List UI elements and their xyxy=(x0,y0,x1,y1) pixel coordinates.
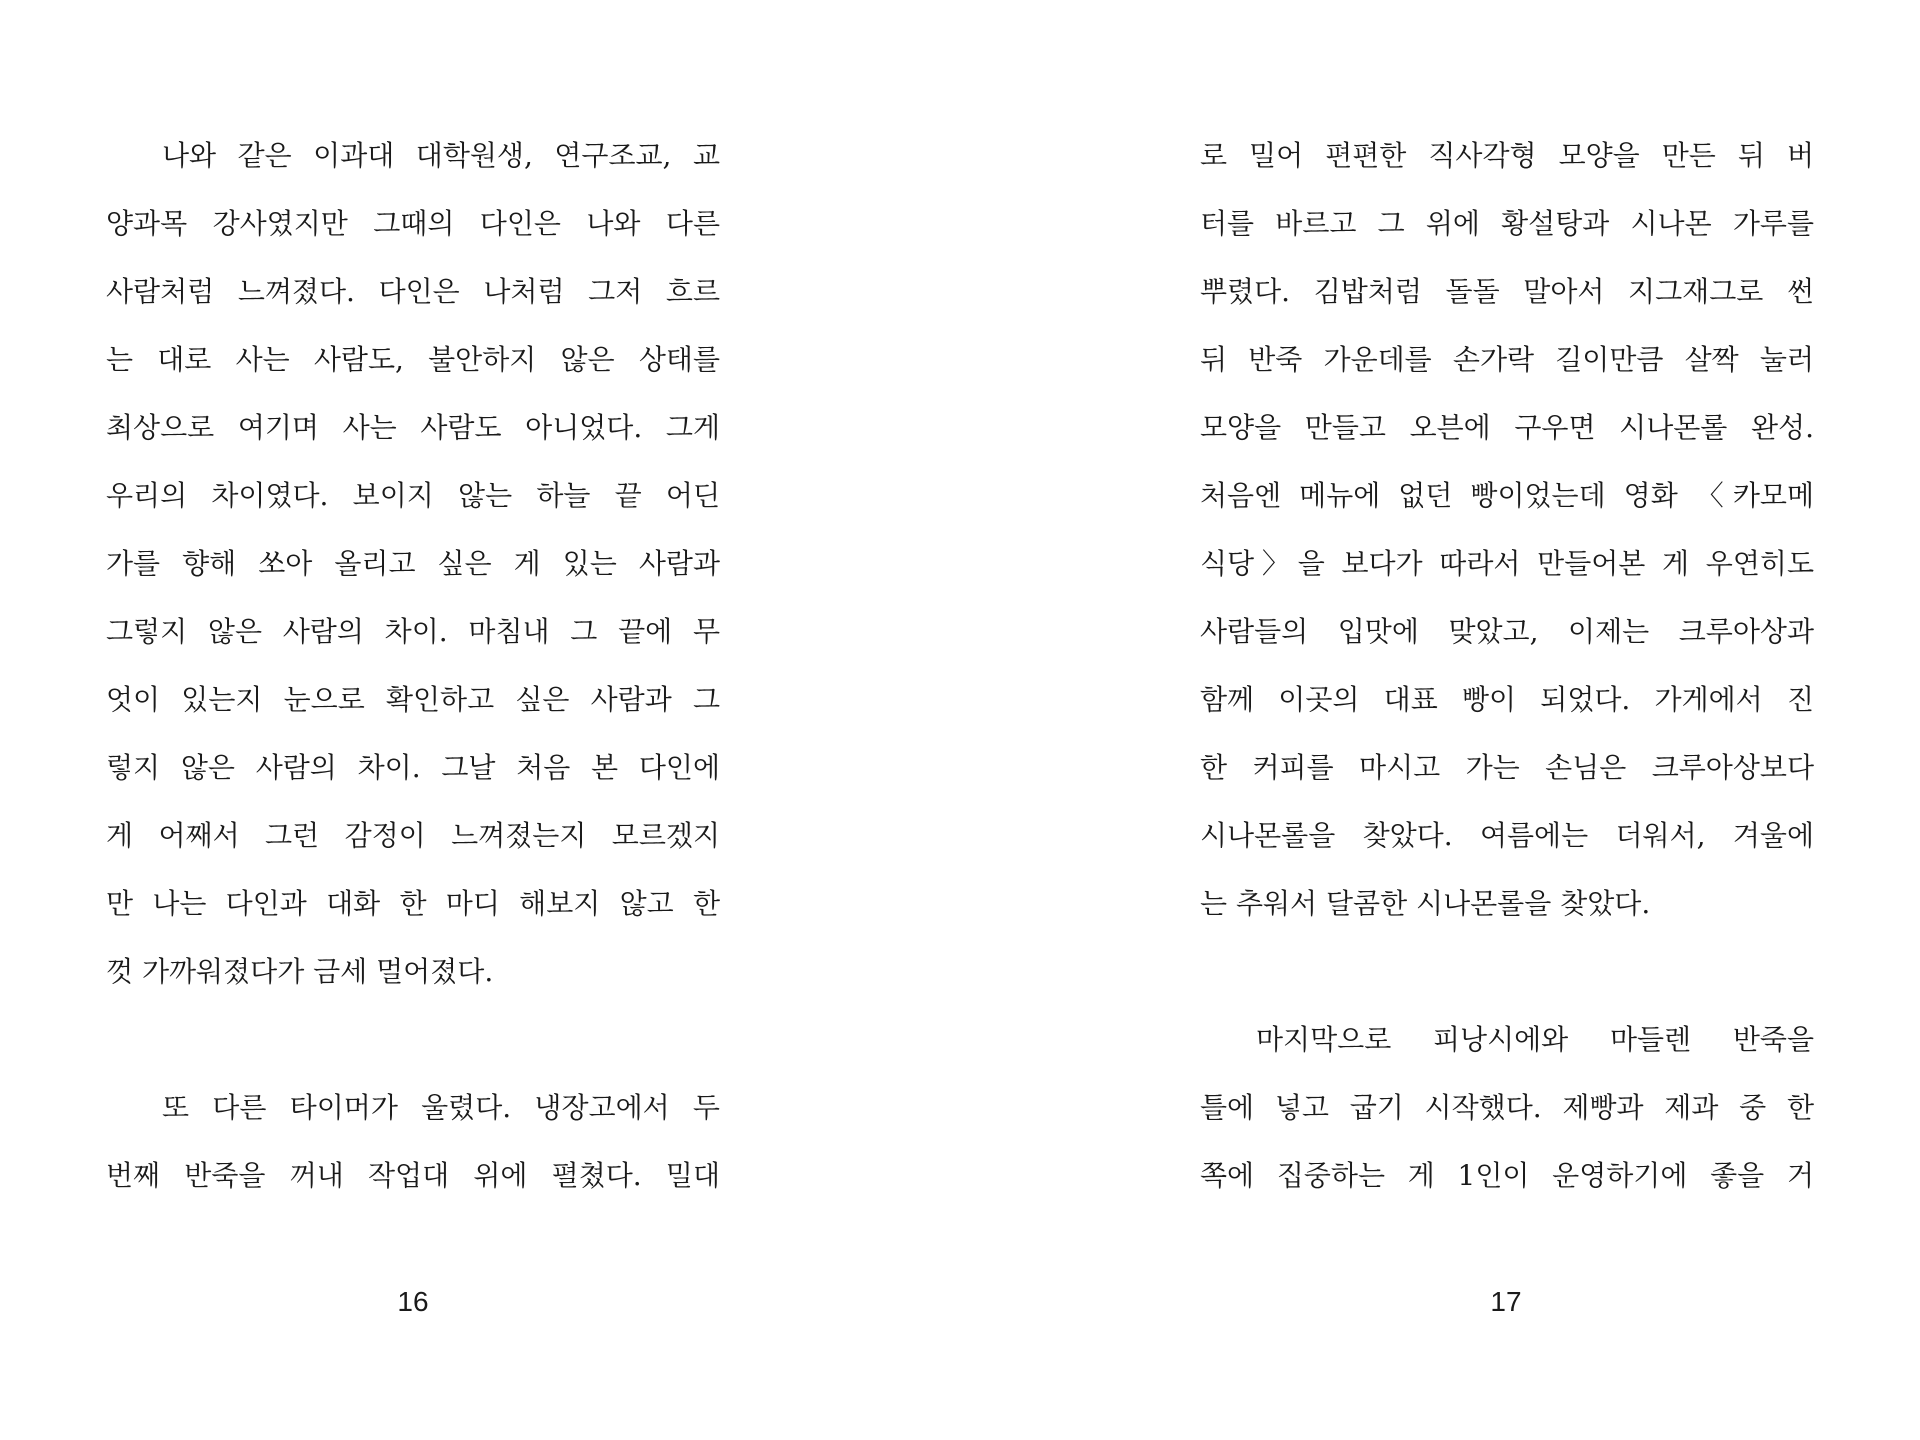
text-line: 우리의 차이였다. 보이지 않는 하늘 끝 어딘 xyxy=(106,479,720,512)
text-line: 최상으로 여기며 사는 사람도 아니었다. 그게 xyxy=(106,411,720,444)
text-line: 는 추워서 달콤한 시나몬롤을 찾았다. xyxy=(1200,887,1651,920)
text-line: 번째 반죽을 꺼내 작업대 위에 펼쳤다. 밀대 xyxy=(106,1159,720,1192)
text-line: 게 어째서 그런 감정이 느껴졌는지 모르겠지 xyxy=(106,819,720,852)
text-line: 사람처럼 느껴졌다. 다인은 나처럼 그저 흐르 xyxy=(106,275,720,308)
text-line: 뒤 반죽 가운데를 손가락 길이만큼 살짝 눌러 xyxy=(1200,343,1814,376)
text-line: 만 나는 다인과 대화 한 마디 해보지 않고 한 xyxy=(106,887,720,920)
text-line: 양과목 강사였지만 그때의 다인은 나와 다른 xyxy=(106,207,720,240)
text-line: 마지막으로 피낭시에와 마들렌 반죽을 xyxy=(1256,1023,1814,1056)
text-line: 함께 이곳의 대표 빵이 되었다. 가게에서 진 xyxy=(1200,683,1814,716)
text-line: 나와 같은 이과대 대학원생, 연구조교, 교 xyxy=(162,139,720,172)
text-line: 또 다른 타이머가 울렸다. 냉장고에서 두 xyxy=(162,1091,720,1124)
text-line: 가를 향해 쏘아 올리고 싶은 게 있는 사람과 xyxy=(106,547,720,580)
text-line: 쪽에 집중하는 게 1인이 운영하기에 좋을 거 xyxy=(1200,1159,1814,1192)
page-number-left: 16 xyxy=(397,1286,429,1317)
text-line: 식당〉을 보다가 따라서 만들어본 게 우연히도 xyxy=(1200,547,1814,580)
text-line: 뿌렸다. 김밥처럼 돌돌 말아서 지그재그로 썬 xyxy=(1200,275,1814,308)
text-line: 한 커피를 마시고 가는 손님은 크루아상보다 xyxy=(1200,751,1814,784)
text-line: 사람들의 입맛에 맞았고, 이제는 크루아상과 xyxy=(1200,615,1814,648)
text-line: 터를 바르고 그 위에 황설탕과 시나몬 가루를 xyxy=(1200,207,1814,240)
text-line: 로 밀어 편편한 직사각형 모양을 만든 뒤 버 xyxy=(1200,139,1814,172)
text-line: 처음엔 메뉴에 없던 빵이었는데 영화 〈카모메 xyxy=(1200,479,1814,512)
text-line: 시나몬롤을 찾았다. 여름에는 더워서, 겨울에 xyxy=(1200,819,1814,852)
text-line: 그렇지 않은 사람의 차이. 마침내 그 끝에 무 xyxy=(106,615,720,648)
text-line: 껏 가까워졌다가 금세 멀어졌다. xyxy=(106,955,494,988)
text-line: 엇이 있는지 눈으로 확인하고 싶은 사람과 그 xyxy=(106,683,720,716)
text-line: 틀에 넣고 굽기 시작했다. 제빵과 제과 중 한 xyxy=(1200,1091,1814,1124)
page-number-right: 17 xyxy=(1490,1286,1522,1317)
text-line: 렇지 않은 사람의 차이. 그날 처음 본 다인에 xyxy=(106,751,720,784)
text-line: 는 대로 사는 사람도, 불안하지 않은 상태를 xyxy=(106,343,720,376)
text-line: 모양을 만들고 오븐에 구우면 시나몬롤 완성. xyxy=(1200,411,1814,444)
